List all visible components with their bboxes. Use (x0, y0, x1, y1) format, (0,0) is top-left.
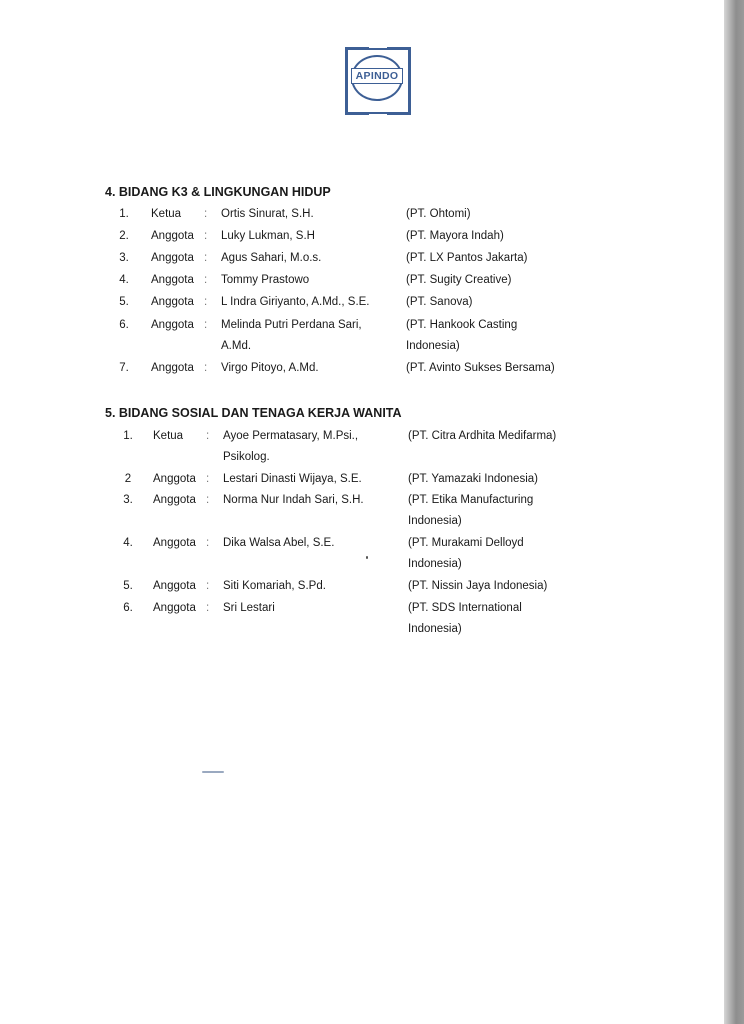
item-number: 1. (123, 430, 133, 442)
item-name: Norma Nur Indah Sari, S.H. (223, 494, 364, 506)
item-colon: : (206, 537, 210, 549)
item-number: 3. (119, 252, 129, 264)
item-colon: : (206, 430, 210, 442)
item-role: Anggota (151, 319, 194, 331)
item-colon: : (204, 230, 208, 242)
item-role: Anggota (151, 296, 194, 308)
item-name: Virgo Pitoyo, A.Md. (221, 362, 319, 374)
item-role: Anggota (151, 362, 194, 374)
item-colon: : (206, 494, 210, 506)
item-number: 5. (123, 580, 133, 592)
scan-speck (202, 771, 224, 773)
item-company: (PT. Ohtomi) (406, 208, 471, 220)
item-name-continued: Psikolog. (223, 451, 270, 463)
item-number: 1. (119, 208, 129, 220)
item-role: Anggota (151, 274, 194, 286)
item-name: Ayoe Permatasary, M.Psi., (223, 430, 359, 442)
item-name: Luky Lukman, S.H (221, 230, 315, 242)
item-company-continued: Indonesia) (408, 623, 462, 635)
logo-frame-gap-top (369, 44, 387, 48)
item-company: (PT. Sanova) (406, 296, 473, 308)
item-colon: : (206, 580, 210, 592)
logo-text: APINDO (351, 68, 403, 84)
item-number: 6. (123, 602, 133, 614)
item-company: (PT. Murakami Delloyd (408, 537, 524, 549)
item-company: (PT. Nissin Jaya Indonesia) (408, 580, 548, 592)
item-name-continued: A.Md. (221, 340, 252, 352)
item-role: Anggota (153, 602, 196, 614)
item-company-continued: Indonesia) (408, 515, 462, 527)
item-name: Dika Walsa Abel, S.E. (223, 537, 335, 549)
item-number: 3. (123, 494, 133, 506)
item-company: (PT. Yamazaki Indonesia) (408, 473, 538, 485)
item-number: 6. (119, 319, 129, 331)
item-company: (PT. Hankook Casting (406, 319, 518, 331)
item-company: (PT. Sugity Creative) (406, 274, 512, 286)
item-role: Ketua (153, 430, 184, 442)
item-colon: : (204, 252, 208, 264)
item-company-continued: Indonesia) (406, 340, 460, 352)
apindo-logo (345, 47, 411, 115)
item-colon: : (204, 274, 208, 286)
item-role: Anggota (151, 252, 194, 264)
item-role: Ketua (151, 208, 182, 220)
item-role: Anggota (153, 537, 196, 549)
item-number: 4. (119, 274, 129, 286)
item-number: 5. (119, 296, 129, 308)
item-name: Ortis Sinurat, S.H. (221, 208, 314, 220)
item-name: Siti Komariah, S.Pd. (223, 580, 326, 592)
item-colon: : (204, 296, 208, 308)
item-name: Sri Lestari (223, 602, 275, 614)
item-company: (PT. Mayora Indah) (406, 230, 504, 242)
item-company: (PT. LX Pantos Jakarta) (406, 252, 528, 264)
item-number: 7. (119, 362, 129, 374)
item-company-continued: Indonesia) (408, 558, 462, 570)
item-colon: : (204, 208, 208, 220)
item-number: 2. (119, 230, 129, 242)
scan-speck (366, 556, 368, 559)
logo-frame-gap-bottom (369, 114, 387, 118)
item-colon: : (204, 319, 208, 331)
item-company: (PT. Etika Manufacturing (408, 494, 534, 506)
section-4-title: 4. BIDANG K3 & LINGKUNGAN HIDUP (105, 185, 331, 199)
item-role: Anggota (151, 230, 194, 242)
item-colon: : (206, 473, 210, 485)
item-company: (PT. SDS International (408, 602, 522, 614)
item-number: 4. (123, 537, 133, 549)
item-name: Melinda Putri Perdana Sari, (221, 319, 362, 331)
item-number: 2 (124, 473, 132, 485)
item-name: Tommy Prastowo (221, 274, 310, 286)
item-company: (PT. Avinto Sukses Bersama) (406, 362, 555, 374)
item-role: Anggota (153, 494, 196, 506)
item-name: Lestari Dinasti Wijaya, S.E. (223, 473, 362, 485)
item-company: (PT. Citra Ardhita Medifarma) (408, 430, 557, 442)
section-5-title: 5. BIDANG SOSIAL DAN TENAGA KERJA WANITA (105, 406, 402, 420)
item-name: Agus Sahari, M.o.s. (221, 252, 322, 264)
item-colon: : (204, 362, 208, 374)
item-name: L Indra Giriyanto, A.Md., S.E. (221, 296, 370, 308)
item-role: Anggota (153, 473, 196, 485)
scan-edge-shadow (724, 0, 744, 1024)
item-colon: : (206, 602, 210, 614)
item-role: Anggota (153, 580, 196, 592)
